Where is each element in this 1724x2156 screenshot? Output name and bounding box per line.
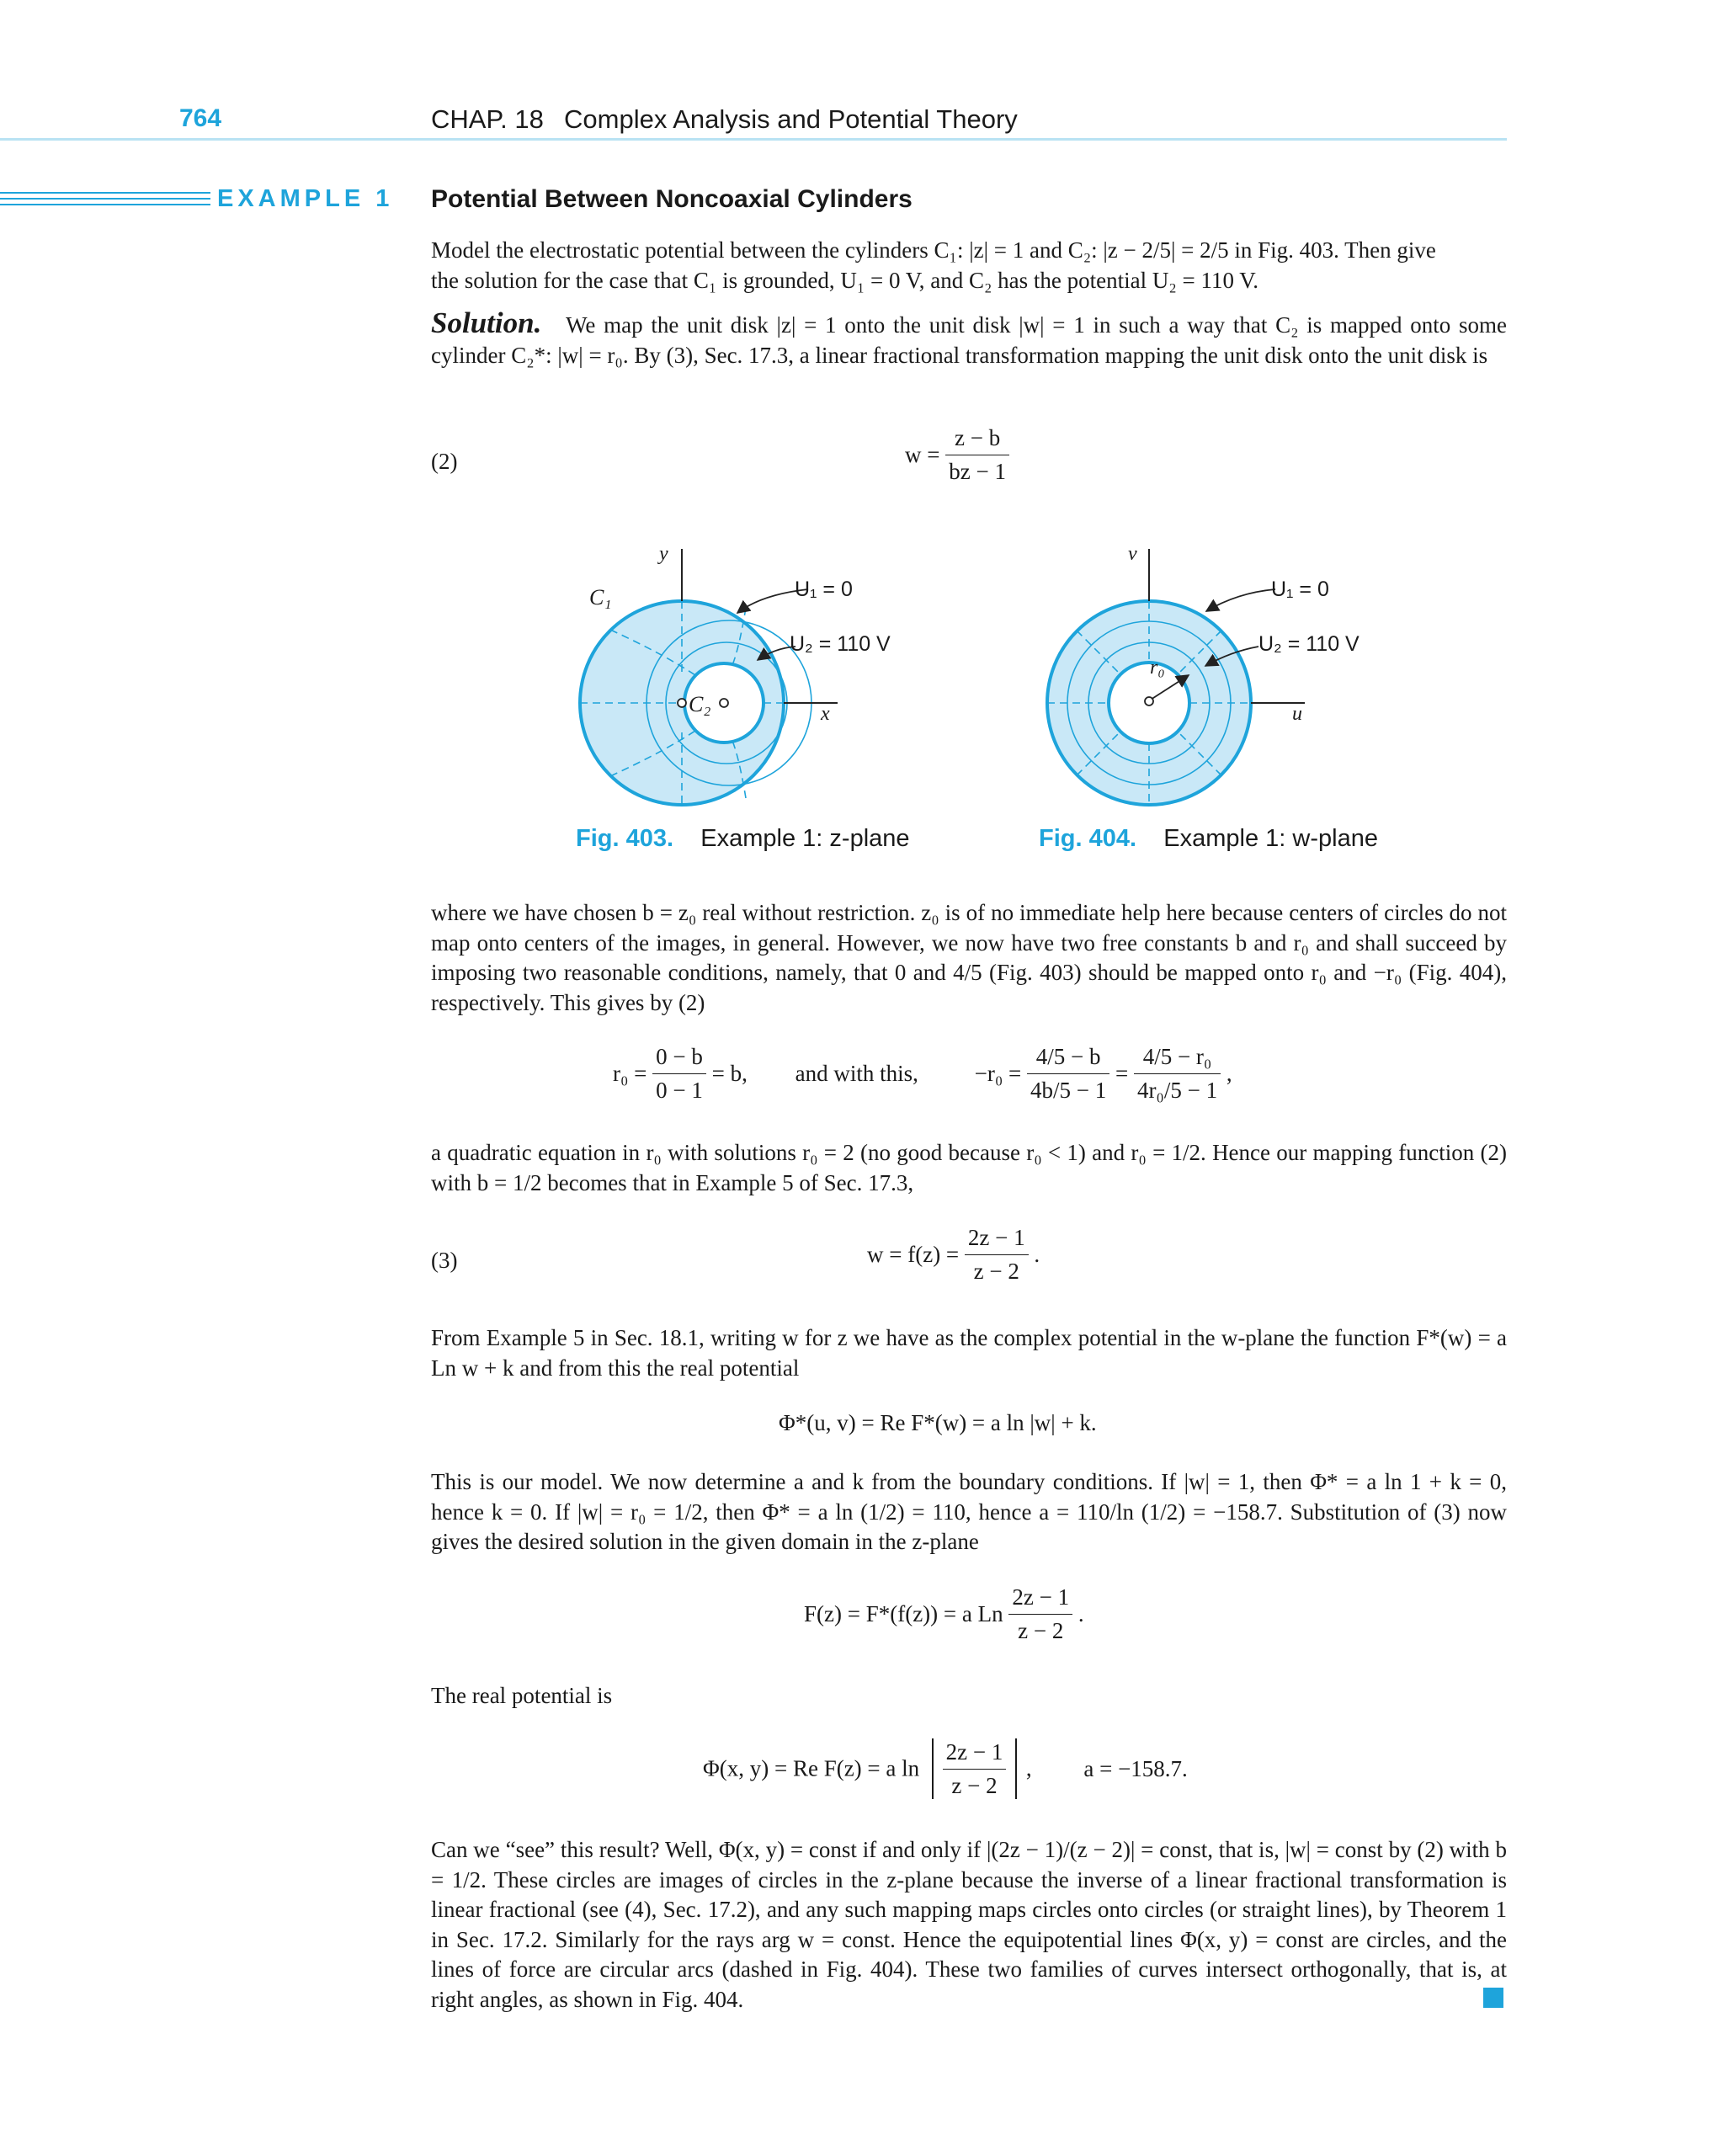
eq-F-tail: . bbox=[1078, 1601, 1084, 1626]
chapter-number: CHAP. 18 bbox=[431, 104, 544, 134]
fig403-caption-label: Fig. 403. bbox=[576, 825, 674, 852]
eq2-number: (2) bbox=[431, 449, 458, 474]
eq-phi-denominator: z − 2 bbox=[951, 1772, 998, 1798]
header-rule bbox=[0, 138, 1507, 141]
fig404-v-label: v bbox=[1128, 543, 1137, 565]
eq-r0-lhs: r₀ = bbox=[613, 1061, 647, 1086]
paragraph-2: where we have chosen b = z₀ real without restriction. z₀ is of no immediate help here because centers of circles do not map onto centers of the images, in general. However, we now have two free constants b and r₀ and shall succeed by imposing two reasonable conditions, namely, that 0 and 4/5 (Fig. 403) should be mapped onto r₀ and −r₀ (Fig. 404), respectively. This gives by (2) bbox=[431, 900, 1507, 1015]
eq-phi-a-value: a = −158.7. bbox=[1083, 1755, 1188, 1781]
eq-r0-fraction-2 bbox=[1027, 1044, 1109, 1104]
intro-line-2: the solution for the case that C₁ is grounded, U₁ = 0 V, and C₂ has the potential U₂ = 110 V. bbox=[431, 268, 1259, 293]
figures-svg bbox=[0, 539, 1724, 859]
fig403-c2-label: C₂ bbox=[689, 692, 711, 716]
eq-phi-fraction bbox=[943, 1739, 1007, 1799]
eq-r0-num1: 0 − b bbox=[652, 1044, 706, 1074]
eq-phi bbox=[703, 1738, 1188, 1799]
eq-phi-lhs: Φ(x, y) = Re F(z) = a ln bbox=[703, 1755, 920, 1781]
eq-r0-num3: 4/5 − r₀ bbox=[1134, 1044, 1221, 1074]
eq-phi-abs-left bbox=[932, 1738, 934, 1799]
fig404-u1-label: U₁ = 0 bbox=[1271, 578, 1329, 601]
paragraph-3: a quadratic equation in r₀ with solutions r₀ = 2 (no good because r₀ < 1) and r₀ = 1/2. Hence our mapping function (2) with b = 1/2 becomes that in Example 5 of Sec. 17.3, bbox=[431, 1140, 1507, 1195]
paragraph-4: From Example 5 in Sec. 18.1, writing w for z we have as the complex potential in the w-plane the function F*(w) = a Ln w + k and from this the real potential bbox=[431, 1325, 1507, 1381]
fig404-r0-label: r₀ bbox=[1150, 657, 1165, 679]
fig404-u-label: u bbox=[1292, 703, 1302, 725]
eq-F-lhs: F(z) = F*(f(z)) = a Ln bbox=[804, 1601, 1003, 1626]
eq-F-numerator: 2z − 1 bbox=[1008, 1584, 1072, 1615]
fig403-u2-label: U₂ = 110 V bbox=[790, 632, 891, 656]
fig404-caption-label: Fig. 404. bbox=[1039, 825, 1137, 852]
eq-r0-den3: 4r₀/5 − 1 bbox=[1136, 1078, 1218, 1103]
fig403-u1-label: U₁ = 0 bbox=[795, 578, 853, 601]
eq2-numerator: z − b bbox=[945, 425, 1009, 455]
eq3-number: (3) bbox=[431, 1248, 458, 1273]
fig403-caption-text: Example 1: z-plane bbox=[700, 825, 910, 852]
solution-text: We map the unit disk |z| = 1 onto the unit disk |w| = 1 in such a way that C₂ is mapped onto some cylinder C₂*: |w| = r₀. By (3), Sec. 17.3, a linear fractional transformation mapping the unit disk onto the unit disk is bbox=[431, 312, 1507, 368]
eq-r0-den1: 0 − 1 bbox=[656, 1078, 703, 1103]
eq-phi-star: Φ*(u, v) = Re F*(w) = a ln |w| + k. bbox=[779, 1410, 1097, 1435]
example-label: EXAMPLE 1 bbox=[217, 185, 394, 212]
fig404-arrow-u1 bbox=[1206, 589, 1275, 611]
eq2 bbox=[905, 425, 1009, 485]
eq2-lhs: w = bbox=[905, 442, 940, 467]
eq-F-fraction bbox=[1008, 1584, 1072, 1644]
fig404-caption bbox=[1039, 825, 1378, 853]
solution-label: Solution. bbox=[431, 306, 542, 339]
eq-F bbox=[804, 1584, 1084, 1644]
eq2-denominator: bz − 1 bbox=[949, 459, 1006, 484]
eq-r0-den2: 4b/5 − 1 bbox=[1030, 1078, 1107, 1103]
fig403-point-c2 bbox=[720, 699, 728, 707]
eq-phi-abs-right bbox=[1015, 1738, 1017, 1799]
eq-F-denominator: z − 2 bbox=[1018, 1618, 1064, 1643]
eq3-lhs: w = f(z) = bbox=[867, 1242, 960, 1267]
fig403-c1-label: C₁ bbox=[589, 585, 612, 610]
fig403-x-label: x bbox=[821, 703, 830, 725]
eq3-denominator: z − 2 bbox=[973, 1259, 1019, 1284]
chapter-title: Complex Analysis and Potential Theory bbox=[564, 104, 1018, 134]
paragraph-5: This is our model. We now determine a and k from the boundary conditions. If |w| = 1, then Φ* = a ln 1 + k = 0, hence k = 0. If |w| = r₀ = 1/2, then Φ* = a ln (1/2) = 110, hence a = 110/ln (1/2) = −158.7. Substitution of (3) now gives the desired solution in the given domain in the z-plane bbox=[431, 1469, 1507, 1554]
end-of-example-square bbox=[1483, 1988, 1503, 2008]
eq-r0-rhs1: = b, bbox=[711, 1061, 748, 1086]
eq-r0-num2: 4/5 − b bbox=[1027, 1044, 1109, 1074]
eq-r0-mid: and with this, bbox=[795, 1061, 918, 1086]
paragraph-7: Can we “see” this result? Well, Φ(x, y) = const if and only if |(2z − 1)/(z − 2)| = const, that is, |w| = const by (2) with b = 1/2. These circles are images of circles in the z-plane because the inverse of a linear fractional transformation is linear fractional (see (4), Sec. 17.2), and any such mapping maps circles onto circles (or straight lines), by Theorem 1 in Sec. 17.2. Similarly for the rays arg w = const. Hence the equipotential lines Φ(x, y) = const are circles, and the lines of force are circular arcs (dashed in Fig. 404). These two families of curves intersect orthogonally, that is, at right angles, as shown in Fig. 404. bbox=[431, 1837, 1507, 2012]
eq-phi-numerator: 2z − 1 bbox=[943, 1739, 1007, 1770]
eq-r0-fraction-3 bbox=[1134, 1044, 1221, 1104]
fig403-y-label: y bbox=[659, 543, 668, 565]
eq3 bbox=[867, 1225, 1040, 1285]
fig404-u2-label: U₂ = 110 V bbox=[1258, 632, 1360, 656]
page-number: 764 bbox=[179, 104, 222, 132]
intro-line-1: Model the electrostatic potential between the cylinders C₁: |z| = 1 and C₂: |z − 2/5| = 2/5 in Fig. 403. Then give bbox=[431, 237, 1436, 263]
eq-r0-fraction-1 bbox=[652, 1044, 706, 1104]
fig404-caption-text: Example 1: w-plane bbox=[1163, 825, 1378, 852]
solution-paragraph bbox=[431, 308, 1507, 370]
example-lines bbox=[0, 192, 210, 205]
fig404-origin bbox=[1145, 697, 1153, 705]
example-title: Potential Between Noncoaxial Cylinders bbox=[431, 185, 913, 213]
fig403-point-0 bbox=[678, 699, 686, 707]
eq3-tail: . bbox=[1034, 1242, 1040, 1267]
eq-r0-lhs2: −r₀ = bbox=[974, 1061, 1022, 1086]
eq-phi-comma: , bbox=[1025, 1755, 1032, 1781]
fig404-diagram bbox=[1047, 549, 1305, 805]
eq-r0-eqsign: = bbox=[1115, 1061, 1129, 1086]
fig403-caption bbox=[576, 825, 910, 853]
eq3-fraction bbox=[965, 1225, 1029, 1285]
eq-r0-tail: , bbox=[1226, 1061, 1232, 1086]
eq2-fraction bbox=[945, 425, 1009, 485]
paragraph-6: The real potential is bbox=[431, 1683, 613, 1708]
eq-r0 bbox=[613, 1044, 1232, 1104]
eq3-numerator: 2z − 1 bbox=[965, 1225, 1029, 1255]
